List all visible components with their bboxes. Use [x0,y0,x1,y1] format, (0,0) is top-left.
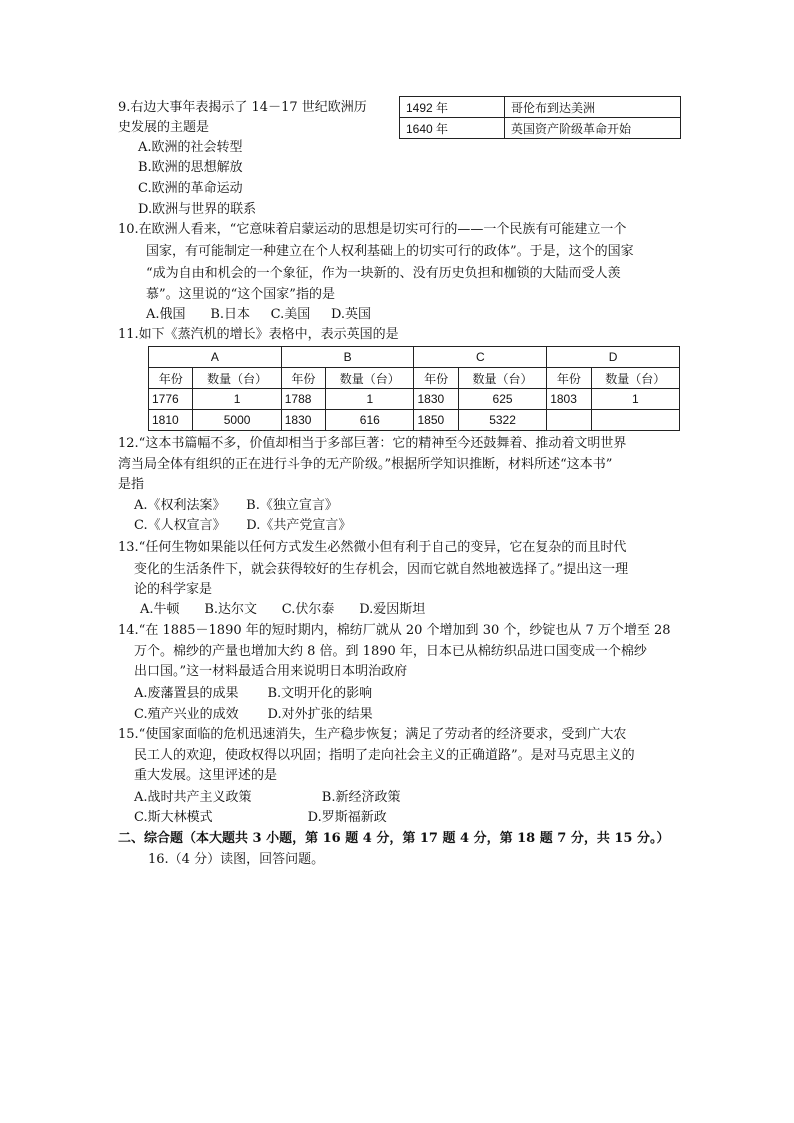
col-count: 数量（台） [458,368,546,389]
col-year: 年份 [149,368,193,389]
table-cell: 1 [591,389,679,410]
q15-line3: 重大发展。这里评述的是 [134,768,278,783]
q16-stem: 16.（4 分）读图，回答问题。 [148,852,325,867]
col-year: 年份 [281,368,325,389]
q15-line2: 民工人的欢迎，使政权得以巩固；指明了走向社会主义的正确道路”。是对马克思主义的 [134,748,635,763]
q9-option-c: C.欧洲的革命运动 [138,181,243,196]
timeline-year: 1640 年 [400,118,505,139]
timeline-row [400,118,681,139]
q14-line1: 14.“在 1885－1890 年的短时期内，棉纺厂就从 20 个增加到 30 个，纱锭也从 7 万个增至 28 [118,623,671,638]
q12-options-2: C.《人权宣言》 D.《共产党宣言》 [134,518,352,533]
q12-options-1: A.《权利法案》 B.《独立宣言》 [134,498,338,513]
q12-line1: 12.“这本书篇幅不多，价值却相当于多部巨著：它的精神至今还鼓舞着、推动着文明世界 [118,436,627,451]
table-cell: 1 [326,389,414,410]
section-title: 二、综合题（本大题共 3 小题，第 16 题 4 分，第 17 题 4 分，第 18 题 7 分，共 15 分。） [118,831,670,846]
col-count: 数量（台） [326,368,414,389]
q9-option-d: D.欧洲与世界的联系 [138,202,257,217]
timeline-event: 英国资产阶级革命开始 [505,118,681,139]
table-row [149,410,680,431]
group-header: B [281,347,414,368]
q15-line1: 15.“使国家面临的危机迅速消失，生产稳步恢复；满足了劳动者的经济要求，受到广大农 [118,727,627,742]
table-cell: 625 [458,389,546,410]
table-cell: 5000 [193,410,281,431]
q12-line2: 湾当局全体有组织的正在进行斗争的无产阶级。”根据所学知识推断，材料所述“这本书” [118,457,613,472]
timeline-event: 哥伦布到达美洲 [505,97,681,118]
table-cell: 1830 [281,410,325,431]
q13-line3: 论的科学家是 [134,582,213,597]
steam-engine-table [148,346,680,431]
q15-options-1: A.战时共产主义政策 B.新经济政策 [134,790,401,805]
table-header-row [149,347,680,368]
q10-line1: 10.在欧洲人看来，“它意味着启蒙运动的思想是切实可行的——一个民族有可能建立一个 [118,222,627,237]
col-year: 年份 [547,368,591,389]
q15-options-2: C.斯大林模式 D.罗斯福新政 [134,810,387,825]
q10-options: A.俄国 B.日本 C.美国 D.英国 [146,307,372,322]
group-header: A [149,347,282,368]
q11-stem: 11.如下《蒸汽机的增长》表格中，表示英国的是 [118,327,399,342]
table-cell [591,410,679,431]
q13-options: A.牛顿 B.达尔文 C.伏尔泰 D.爱因斯坦 [140,602,426,617]
timeline-year: 1492 年 [400,97,505,118]
table-row [149,389,680,410]
q14-options-1: A.废藩置县的成果 B.文明开化的影响 [134,686,373,701]
q10-line4: 慕”。这里说的“这个国家”指的是 [146,287,335,302]
table-cell: 1 [193,389,281,410]
q13-line2: 变化的生活条件下，就会获得较好的生存机会，因而它就自然地被选择了。”提出这一理 [134,562,629,577]
q14-line3: 出口国。”这一材料最适合用来说明日本明治政府 [134,664,408,679]
q14-options-2: C.殖产兴业的成效 D.对外扩张的结果 [134,707,373,722]
q9-option-a: A.欧洲的社会转型 [138,140,243,155]
q13-line1: 13.“任何生物如果能以任何方式发生必然微小但有利于自己的变异，它在复杂的而且时代 [118,540,627,555]
timeline-table [399,96,681,139]
q9-stem-line1: 9.右边大事年表揭示了 14－17 世纪欧洲历 [118,100,367,115]
q10-line2: 国家，有可能制定一种建立在个人权利基础上的切实可行的政体”。于是，这个的国家 [146,244,634,259]
q10-line3: “成为自由和机会的一个象征，作为一块新的、没有历史负担和枷锁的大陆而受人羡 [146,266,621,281]
table-cell: 616 [326,410,414,431]
table-cell: 5322 [458,410,546,431]
col-count: 数量（台） [193,368,281,389]
table-cell: 1850 [414,410,458,431]
q14-line2: 万个。棉纱的产量也增加大约 8 倍。到 1890 年，日本已从棉纺织品进口国变成一个棉纱 [134,644,647,659]
table-cell: 1776 [149,389,193,410]
table-cell [547,410,591,431]
table-subheader-row [149,368,680,389]
q9-option-b: B.欧洲的思想解放 [138,160,243,175]
q9-stem-line2: 史发展的主题是 [118,120,210,135]
group-header: C [414,347,547,368]
table-cell: 1788 [281,389,325,410]
timeline-row [400,97,681,118]
q12-line3: 是指 [118,477,145,492]
table-cell: 1810 [149,410,193,431]
table-cell: 1830 [414,389,458,410]
table-cell: 1803 [547,389,591,410]
col-year: 年份 [414,368,458,389]
col-count: 数量（台） [591,368,679,389]
group-header: D [547,347,680,368]
